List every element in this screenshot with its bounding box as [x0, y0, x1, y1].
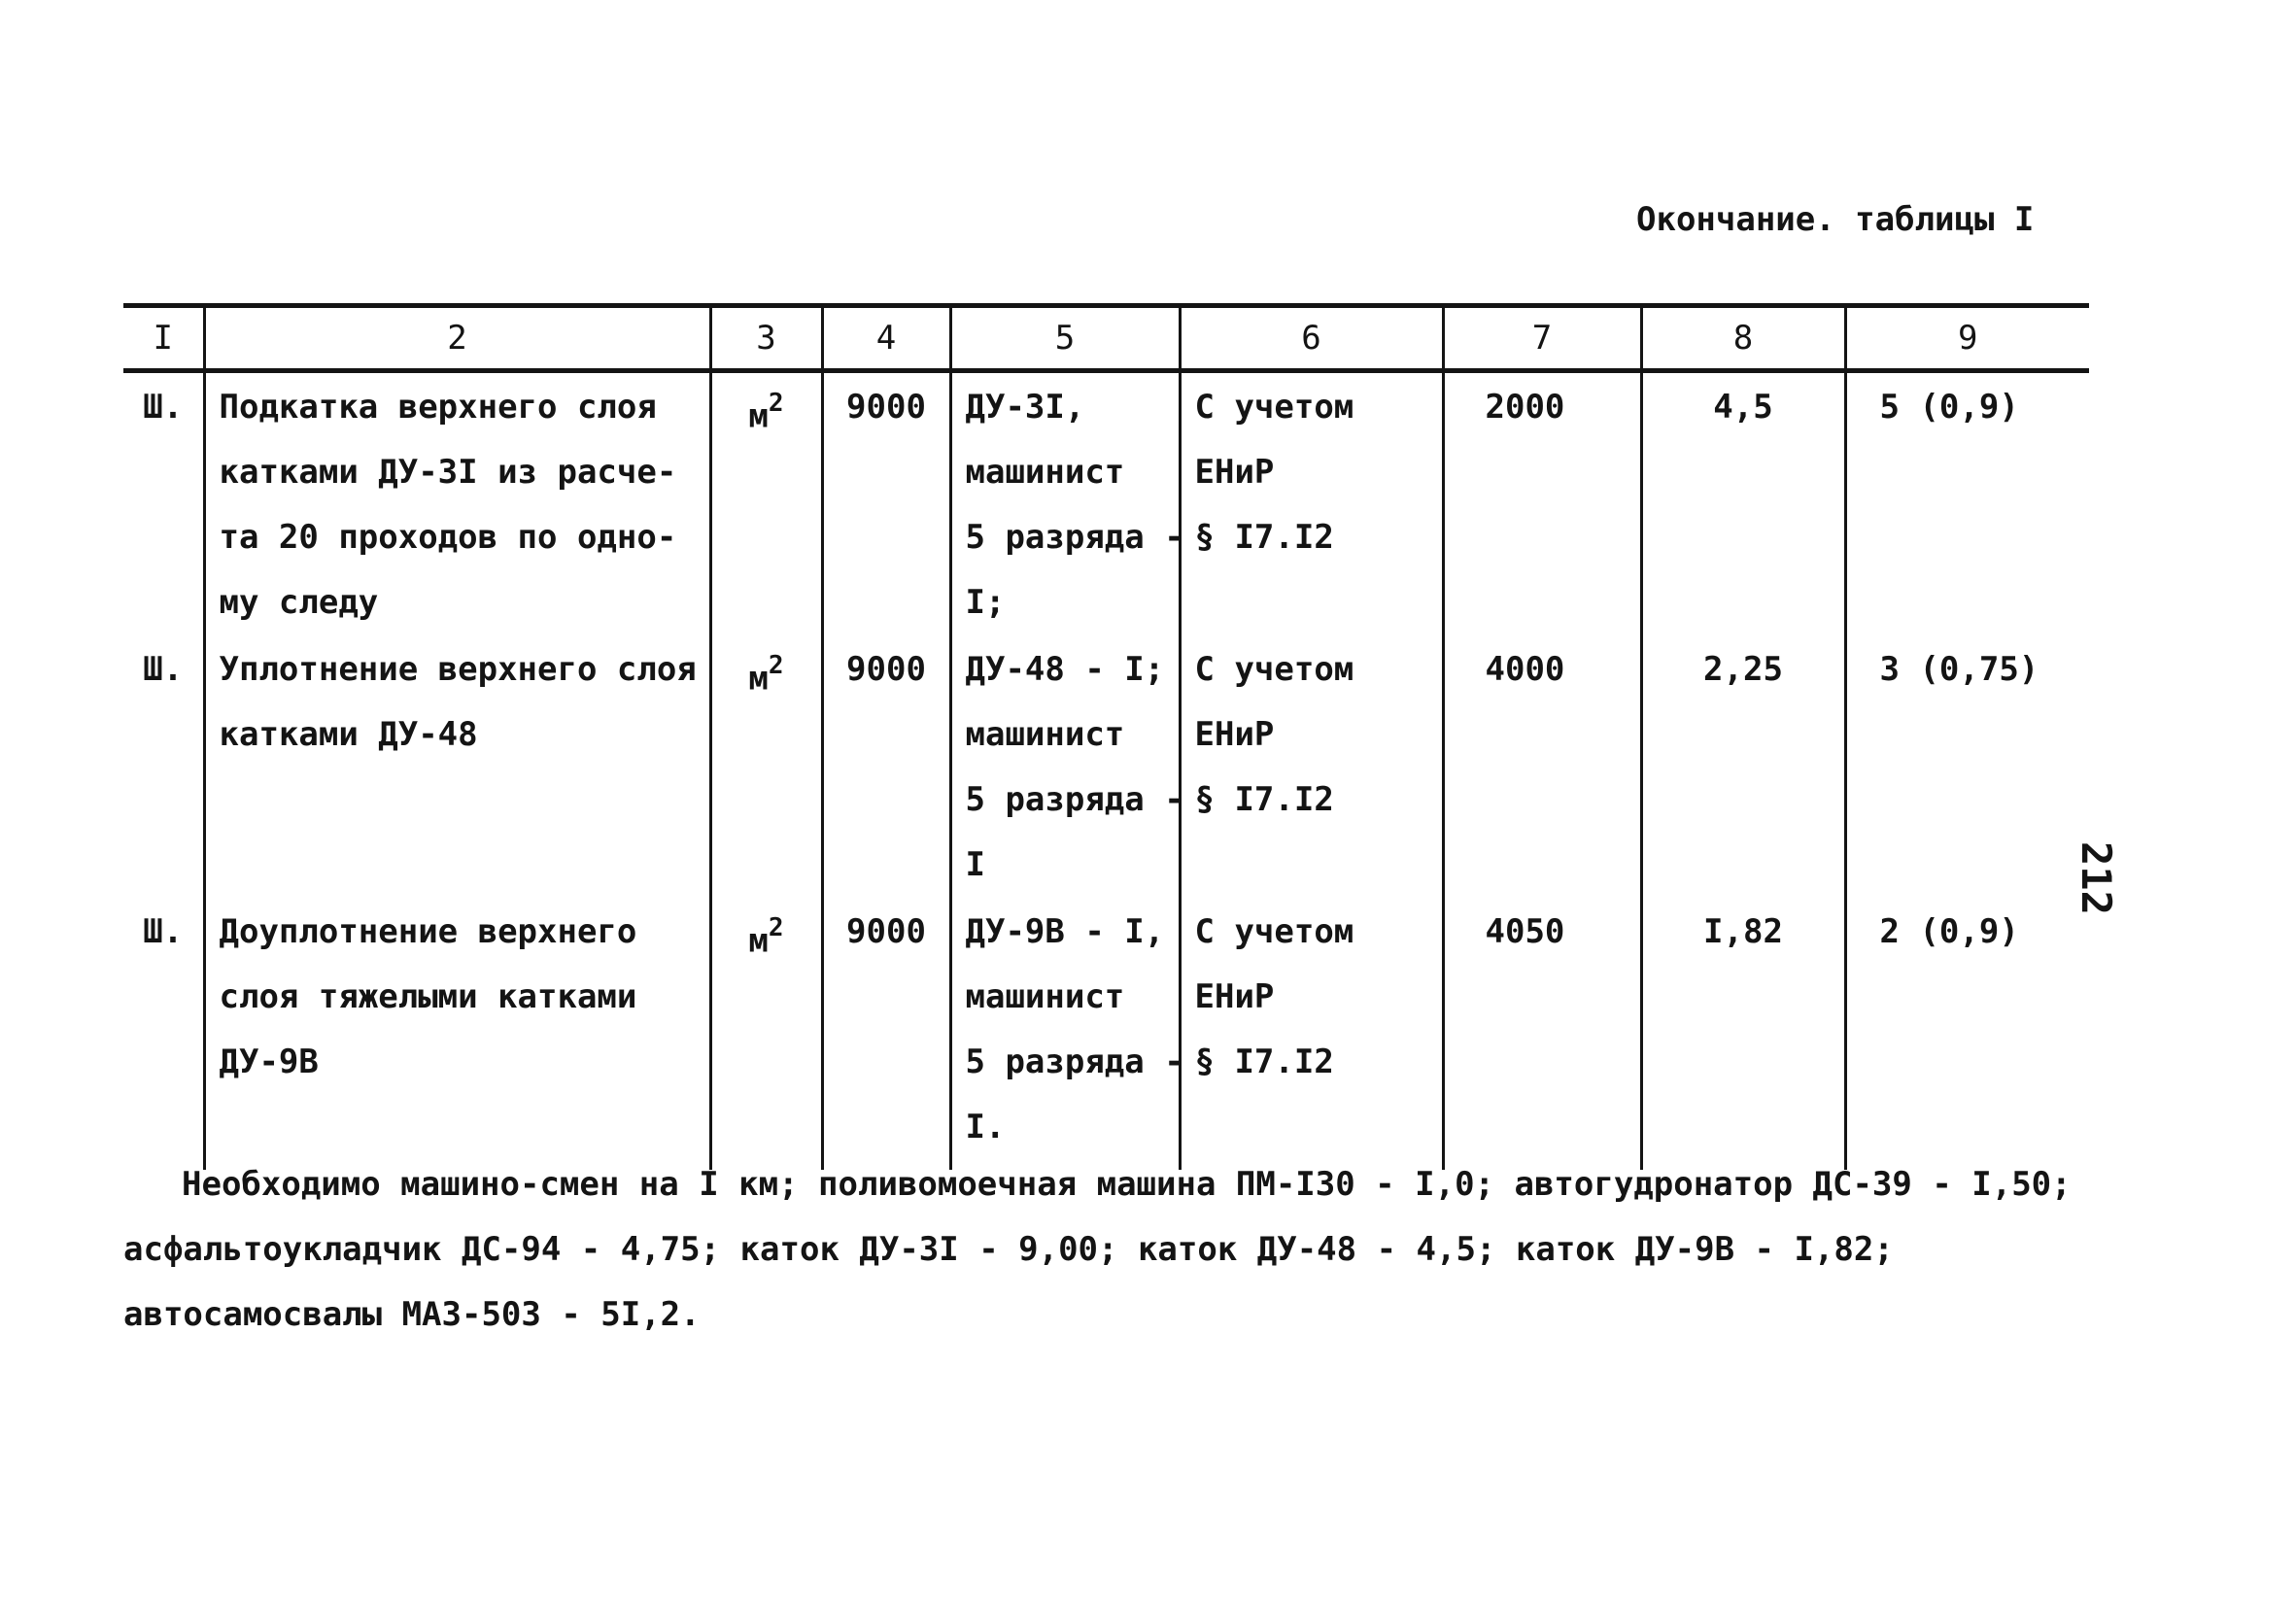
cell-machine-crew [950, 635, 1184, 898]
header-col-5: 5 [950, 306, 1180, 371]
machine-line: I; [965, 583, 1006, 622]
cell-machine-shifts: I,82 [1641, 898, 1845, 1170]
cell-operation [204, 635, 710, 898]
cell-machines-count: 5 (0,9) [1845, 371, 2089, 636]
cell-volume: 9000 [822, 898, 950, 1170]
machine-line: 5 разряда - [965, 1043, 1184, 1081]
data-table [123, 303, 2089, 1170]
norm-line: ЕНиР [1194, 453, 1275, 492]
header-col-3: 3 [710, 306, 822, 371]
machine-line: I [965, 845, 985, 884]
page-number: 212 [2073, 841, 2120, 915]
machine-line: машинист [965, 453, 1125, 492]
machine-line: ДУ-9В - I, [965, 912, 1165, 951]
footnote-line: Необходимо машино-смен на I км; поливомоечная машина ПМ-I30 - I,0; автогудронатор ДС-39 - I,50; [182, 1165, 2072, 1204]
norm-line: § I7.I2 [1194, 780, 1334, 819]
table-row [123, 898, 2089, 1170]
operation-line: ДУ-9В [219, 1043, 319, 1081]
norm-line: С учетом [1194, 650, 1354, 689]
cell-unit [710, 371, 822, 636]
unit-text: м [748, 396, 769, 436]
machine-line: машинист [965, 715, 1125, 754]
data-table-container [123, 303, 2089, 1170]
cell-volume: 9000 [822, 371, 950, 636]
table-row [123, 635, 2089, 898]
norm-line: С учетом [1194, 388, 1354, 427]
machine-line: 5 разряда - [965, 780, 1184, 819]
cell-output-rate: 4050 [1443, 898, 1641, 1170]
operation-line: му следу [219, 583, 379, 622]
cell-machine-crew [950, 371, 1184, 636]
unit-exponent: 2 [768, 651, 784, 680]
norm-line: § I7.I2 [1194, 518, 1334, 557]
cell-stage: Ш. [143, 388, 184, 427]
operation-line: Уплотнение верхнего слоя [219, 650, 697, 689]
cell-machines-count: 2 (0,9) [1845, 898, 2089, 1170]
cell-machines-count: 3 (0,75) [1845, 635, 2089, 898]
norm-line: § I7.I2 [1194, 1043, 1334, 1081]
cell-stage: Ш. [143, 912, 184, 951]
operation-line: слоя тяжелыми катками [219, 977, 637, 1016]
cell-unit [710, 898, 822, 1170]
table-row [123, 371, 2089, 636]
cell-machine-shifts: 2,25 [1641, 635, 1845, 898]
cell-stage: Ш. [143, 650, 184, 689]
header-col-8: 8 [1641, 306, 1845, 371]
header-col-9: 9 [1845, 306, 2089, 371]
machine-line: 5 разряда - [965, 518, 1184, 557]
norm-line: ЕНиР [1194, 977, 1275, 1016]
cell-output-rate: 2000 [1443, 371, 1641, 636]
footnote-line: асфальтоукладчик ДС-94 - 4,75; каток ДУ-3I - 9,00; каток ДУ-48 - 4,5; каток ДУ-9В - I,82; [123, 1230, 1894, 1269]
machine-line: ДУ-3I, [965, 388, 1085, 427]
cell-machine-shifts: 4,5 [1641, 371, 1845, 636]
cell-output-rate: 4000 [1443, 635, 1641, 898]
header-col-4: 4 [822, 306, 950, 371]
unit-exponent: 2 [768, 913, 784, 942]
norm-line: ЕНиР [1194, 715, 1275, 754]
header-col-7: 7 [1443, 306, 1641, 371]
operation-line: Доуплотнение верхнего [219, 912, 637, 951]
operation-line: катками ДУ-48 [219, 715, 478, 754]
norm-line: С учетом [1194, 912, 1354, 951]
cell-norm-reference [1180, 635, 1443, 898]
cell-operation [204, 898, 710, 1170]
cell-machine-crew [950, 898, 1184, 1170]
footnote [123, 1152, 2096, 1348]
operation-line: Подкатка верхнего слоя [219, 388, 657, 427]
header-col-1: I [123, 306, 204, 371]
cell-norm-reference [1180, 371, 1443, 636]
machine-line: ДУ-48 - I; [965, 650, 1165, 689]
header-col-2: 2 [204, 306, 710, 371]
table-continuation-caption: Окончание. таблицы I [1636, 200, 2035, 239]
table-header-row [123, 306, 2089, 371]
machine-line: I. [965, 1108, 1006, 1146]
header-col-6: 6 [1180, 306, 1443, 371]
unit-text: м [748, 659, 769, 699]
footnote-line: автосамосвалы МАЗ-503 - 5I,2. [123, 1295, 701, 1334]
machine-line: машинист [965, 977, 1125, 1016]
cell-volume: 9000 [822, 635, 950, 898]
unit-exponent: 2 [768, 389, 784, 418]
unit-text: м [748, 921, 769, 961]
cell-unit [710, 635, 822, 898]
cell-operation [204, 371, 710, 636]
cell-norm-reference [1180, 898, 1443, 1170]
operation-line: та 20 проходов по одно- [219, 518, 677, 557]
operation-line: катками ДУ-3I из расче- [219, 453, 677, 492]
